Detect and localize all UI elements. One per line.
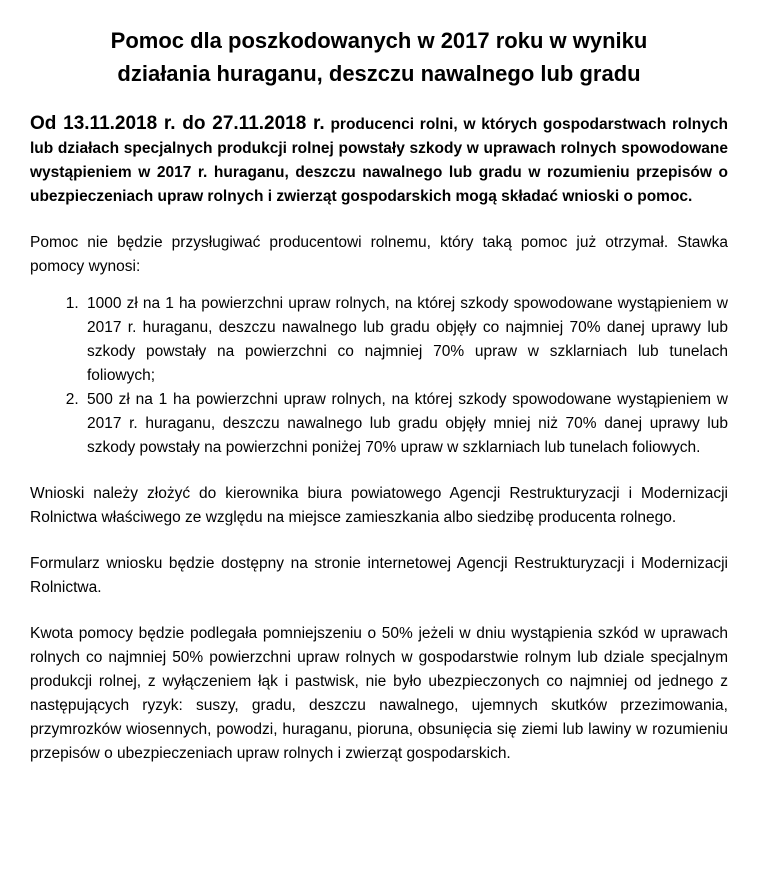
where-paragraph: Wnioski należy złożyć do kierownika biura powiatowego Agencji Restrukturyzacji i Modernizacji Rolnictwa właściwego ze względu na miejsce zamieszkania albo siedzibę producenta rolnego. bbox=[30, 485, 728, 526]
list-item-rate-2: 2. 500 zł na 1 ha powierzchni upraw rolnych, na której szkody spowodowane wystąpieniem w 2017 r. huraganu, deszczu nawalnego lub gradu objęły mniej niż 70% danej uprawy lub szkody powstały na powierzchni poniżej 70% upraw w szklarniach lub tunelach foliowych. bbox=[83, 388, 728, 460]
intro-text: producenci rolni, w których gospodarstwach rolnych lub działach specjalnych produkcji rolnej powstały szkody w uprawach rolnych spowodowane wystąpieniem w 2017 r. huraganu, deszczu nawalnego lub gradu w rozumieniu przepisów o ubezpieczeniach upraw rolnych i zwierząt gospodarskich mogą składać wnioski o pomoc. bbox=[30, 116, 728, 205]
help-paragraph: Pomoc nie będzie przysługiwać producentowi rolnemu, który taką pomoc już otrzymał. Stawka pomocy wynosi: bbox=[30, 234, 728, 275]
intro-paragraph bbox=[30, 112, 728, 209]
reduction-paragraph: Kwota pomocy będzie podlegała pomniejszeniu o 50% jeżeli w dniu wystąpienia szkód w uprawach rolnych co najmniej 50% powierzchni upraw rolnych w gospodarstwie rolnym lub dziale specjalnym produkcji rolnej, z wyłączeniem łąk i pastwisk, nie było ubezpieczonych co najmniej od jednego z następujących ryzyk: suszy, gradu, deszczu nawalnego, ujemnych skutków przezimowania, przymrozków wiosennych, powodzi, huraganu, pioruna, obsunięcia się ziemi lub lawiny w rozumieniu przepisów o ubezpieczeniach upraw rolnych i zwierząt gospodarskich. bbox=[30, 625, 728, 762]
title-line-2: działania huraganu, deszczu nawalnego lub gradu bbox=[117, 61, 641, 86]
list-item-rate-1: 1. 1000 zł na 1 ha powierzchni upraw rolnych, na której szkody spowodowane wystąpieniem w 2017 r. huraganu, deszczu nawalnego lub gradu objęły co najmniej 70% danej uprawy lub szkody powstały na powierzchni co najmniej 70% upraw w szklarniach lub tunelach foliowych; bbox=[83, 292, 728, 388]
form-paragraph: Formularz wniosku będzie dostępny na stronie internetowej Agencji Restrukturyzacji i Modernizacji Rolnictwa. bbox=[30, 555, 728, 596]
document-title bbox=[30, 0, 728, 90]
title-line-1: Pomoc dla poszkodowanych w 2017 roku w wyniku bbox=[110, 28, 648, 53]
rates-list bbox=[30, 292, 728, 460]
intro-date-range: Od 13.11.2018 r. do 27.11.2018 r. bbox=[30, 113, 325, 134]
